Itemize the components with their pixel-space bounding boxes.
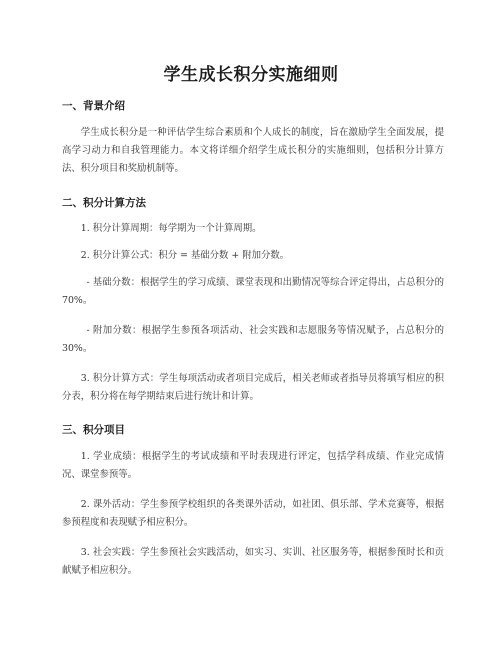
paragraph-item-academic: 1. 学业成绩：根据学生的考试成绩和平时表现进行评定，包括学科成绩、作业完成情况、课堂参预等。 [62, 451, 444, 480]
paragraph-base-score: - 基础分数：根据学生的学习成绩、课堂表现和出勤情况等综合评定得出，占总积分的 70%。 [62, 277, 444, 306]
section-heading-background: 一、背景介绍 [62, 100, 125, 112]
paragraph-calc-period: 1. 积分计算周期：每学期为一个计算周期。 [80, 223, 262, 234]
paragraph-extra-score: - 附加分数：根据学生参预各项活动、社会实践和志愿服务等情况赋予，占总积分的 30%。 [62, 325, 444, 354]
paragraph-item-extracurricular: 2. 课外活动：学生参预学校组织的各类课外活动，如社团、俱乐部、学术竞赛等，根据参预程度和表现赋予相应积分。 [62, 499, 444, 528]
paragraph-background-intro: 学生成长积分是一种评估学生综合素质和个人成长的制度，旨在激励学生全面发展，提高学习动力和自我管理能力。本文将详细介绍学生成长积分的实施细则，包括积分计算方法、积分项目和奖励机制等。 [62, 127, 444, 174]
paragraph-calc-formula: 2. 积分计算公式：积分 = 基础分数 + 附加分数。 [80, 250, 290, 261]
paragraph-calc-method: 3. 积分计算方式：学生每项活动或者项目完成后，相关老师或者指导员将填写相应的积分表，积分将在每学期结束后进行统计和计算。 [62, 373, 444, 402]
document-title: 学生成长积分实施细则 [163, 65, 339, 85]
paragraph-item-social-practice: 3. 社会实践：学生参预社会实践活动，如实习、实训、社区服务等，根据参预时长和贡献赋予相应积分。 [62, 547, 444, 576]
section-heading-calculation: 二、积分计算方法 [62, 197, 146, 209]
section-heading-items: 三、积分项目 [62, 424, 125, 436]
